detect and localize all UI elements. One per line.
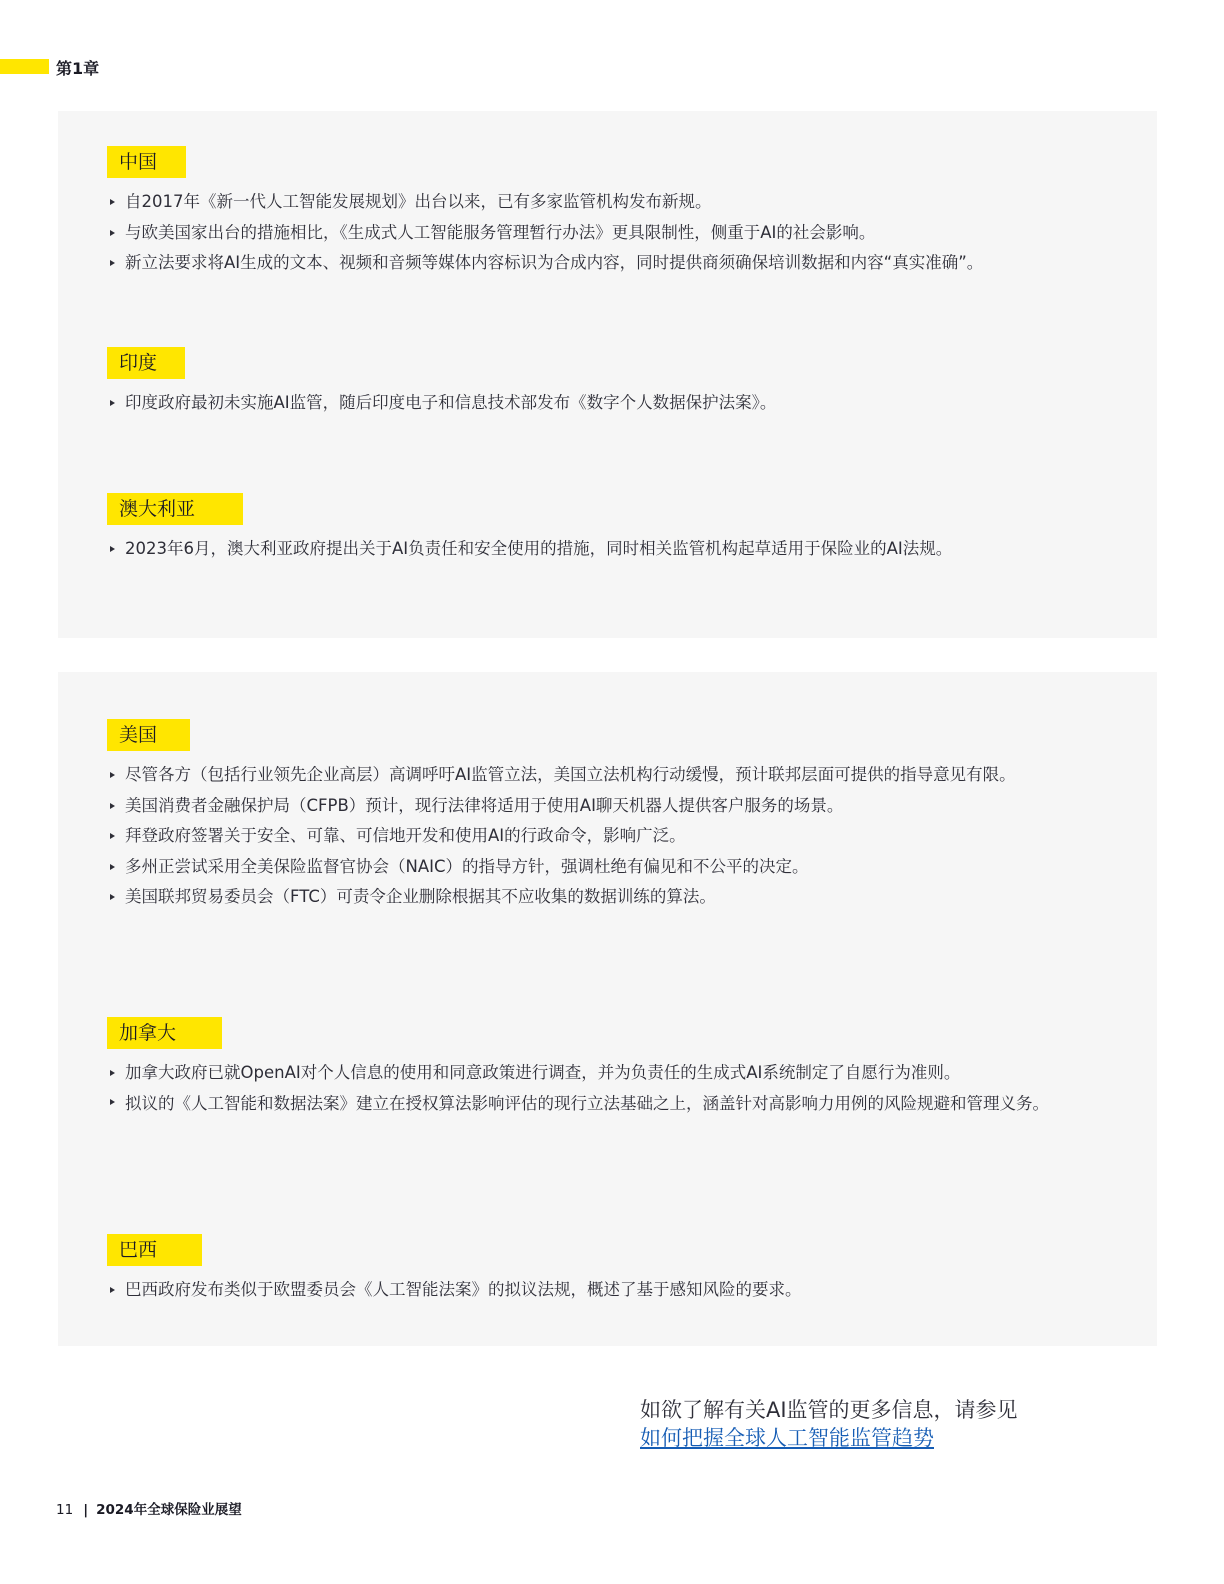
footer-separator: | — [83, 1502, 89, 1518]
bullet-list — [107, 760, 1016, 913]
list-item: 巴西政府发布类似于欧盟委员会《人工智能法案》的拟议法规，概述了基于感知风险的要求。 — [107, 1275, 802, 1306]
regulation-panel-americas — [58, 672, 1157, 1346]
list-item: 拟议的《人工智能和数据法案》建立在授权算法影响评估的现行立法基础之上，涵盖针对高影响力用例的风险规避和管理义务。 — [107, 1089, 1107, 1120]
list-item: 与欧美国家出台的措施相比，《生成式人工智能服务管理暂行办法》更具限制性，侧重于AI的社会影响。 — [107, 218, 983, 249]
region-tag: 中国 — [107, 146, 186, 178]
list-item: 美国消费者金融保护局（CFPB）预计，现行法律将适用于使用AI聊天机器人提供客户服务的场景。 — [107, 791, 1016, 822]
bullet-list — [107, 534, 952, 565]
region-usa — [107, 719, 1016, 913]
list-item: 新立法要求将AI生成的文本、视频和音频等媒体内容标识为合成内容，同时提供商须确保培训数据和内容“真实准确”。 — [107, 248, 983, 279]
more-info-callout — [640, 1396, 1018, 1452]
list-item: 拜登政府签署关于安全、可靠、可信地开发和使用AI的行政命令，影响广泛。 — [107, 821, 1016, 852]
list-item: 自2017年《新一代人工智能发展规划》出台以来，已有多家监管机构发布新规。 — [107, 187, 983, 218]
list-item: 2023年6月，澳大利亚政府提出关于AI负责任和安全使用的措施，同时相关监管机构起草适用于保险业的AI法规。 — [107, 534, 952, 565]
bullet-list — [107, 1058, 1107, 1120]
region-tag: 美国 — [107, 719, 190, 751]
list-item: 加拿大政府已就OpenAI对个人信息的使用和同意政策进行调查，并为负责任的生成式AI系统制定了自愿行为准则。 — [107, 1058, 1107, 1089]
page-number: 11 — [56, 1502, 74, 1518]
region-china — [107, 146, 983, 279]
ai-regulation-trends-link[interactable]: 如何把握全球人工智能监管趋势 — [640, 1426, 934, 1450]
list-item: 美国联邦贸易委员会（FTC）可责令企业删除根据其不应收集的数据训练的算法。 — [107, 882, 1016, 913]
region-australia — [107, 493, 952, 565]
publication-title: 2024年全球保险业展望 — [96, 1502, 242, 1518]
list-item: 多州正尝试采用全美保险监督官协会（NAIC）的指导方针，强调杜绝有偏见和不公平的决定。 — [107, 852, 1016, 883]
region-tag: 加拿大 — [107, 1017, 222, 1049]
region-tag: 印度 — [107, 347, 185, 379]
region-tag: 巴西 — [107, 1234, 202, 1266]
region-brazil — [107, 1234, 802, 1306]
regulation-panel-asia-pacific — [58, 111, 1157, 638]
region-canada — [107, 1017, 1107, 1120]
list-item: 尽管各方（包括行业领先企业高层）高调呼吁AI监管立法，美国立法机构行动缓慢，预计联邦层面可提供的指导意见有限。 — [107, 760, 1016, 791]
page-footer — [56, 1498, 242, 1518]
region-india — [107, 347, 776, 419]
list-item: 印度政府最初未实施AI监管，随后印度电子和信息技术部发布《数字个人数据保护法案》。 — [107, 388, 776, 419]
bullet-list — [107, 388, 776, 419]
region-tag: 澳大利亚 — [107, 493, 243, 525]
bullet-list — [107, 187, 983, 279]
bullet-list — [107, 1275, 802, 1306]
callout-text: 如欲了解有关AI监管的更多信息，请参见 — [640, 1398, 1018, 1422]
chapter-accent-bar — [0, 59, 49, 74]
chapter-label: 第1章 — [56, 59, 100, 78]
